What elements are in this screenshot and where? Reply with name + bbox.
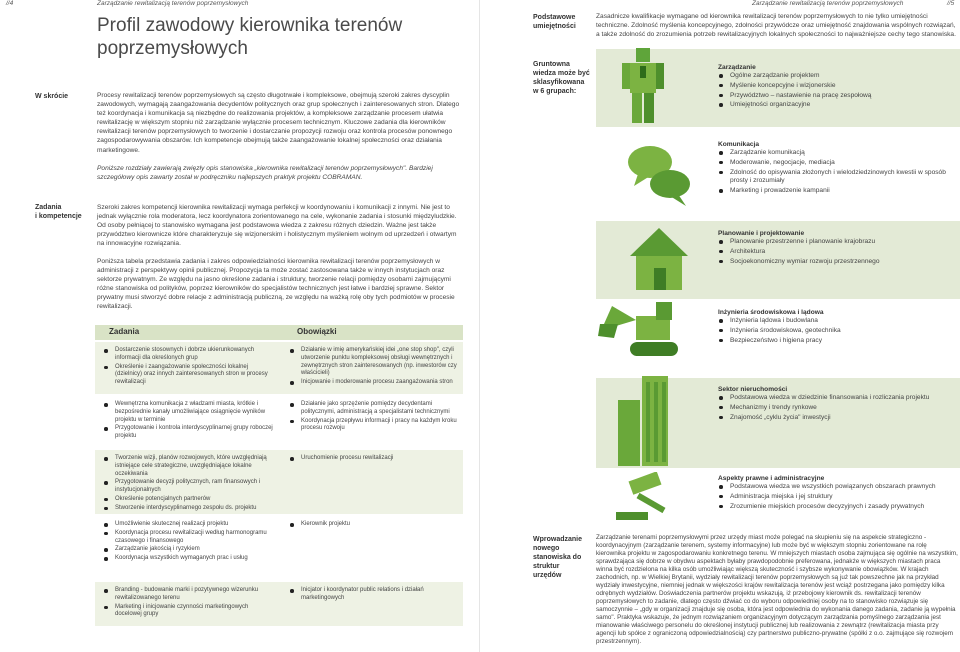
knowledge-group (718, 140, 958, 197)
table-cell-left (103, 455, 275, 514)
table-bullet: Wewnętrzna komunikacja z władzami miasta, krótkie i bezpośrednie kanały umożliwiające osiągnięcie wyników projektu w terminie (103, 401, 275, 424)
table-bullet: Określenie i zaangażowanie społeczności lokalnej (dzielnicy) oraz innych zainteresowanych stron w procesy rewitalizacji (103, 364, 275, 387)
running-header-left: Zarządzanie rewitalizacją terenów poprzemysłowych (97, 0, 249, 7)
group-item: Socjoekonomiczny wymiar rozwoju przestrzennego (718, 258, 958, 267)
zadania-label (35, 203, 82, 221)
zadania-paragraph-1: Szeroki zakres kompetencji kierownika rewitalizacji wymaga perfekcji w koordynowaniu i komunikacji z innymi. Nie jest to jednak wyłącznie rola moderatora, lecz koordynatora zorientowanego na cele, wykonanie zadania i stosunki międzyludzkie. Od osoby pełniącej to stanowisko wymagana jest podstawowa wiedza z zakresu różnych dziedzin. Ważne jest także przywództwo kierownicze które charakteryzuje się wizjonerskim i holistycznym myśleniem wolnym od uprzedzeń i otwartym na innowacyjne rozwiązania. (97, 204, 457, 248)
group-item: Myślenie koncepcyjne i wizjonerskie (718, 82, 958, 91)
table-cell-right (289, 401, 457, 434)
group-item: Podstawowa wiedza we wszystkich powiązanych obszarach prawnych (718, 483, 958, 492)
table-bullet: Branding - budowanie marki i pozytywnego wizerunku rewitalizowanego terenu (103, 587, 275, 603)
zadania-label-line2: i kompetencje (35, 213, 82, 220)
w-skrocie-note: Poniższe rozdziały zawierają zwięzły opis stanowiska „kierownika rewitalizacji terenów poprzemysłowych". Bardziej szczegółowy opis zawarty został w podręczniku najlepszych praktyk projektu COBRAMAN. (97, 165, 433, 182)
table-cell-right (289, 587, 457, 604)
table-bullet: Marketing i inicjowanie czynności marketingowych docelowej grupy (103, 604, 275, 620)
table-row (95, 450, 463, 514)
table-row (95, 396, 463, 448)
group-item: Podstawowa wiedza w dziedzinie finansowania i rozliczania projektu (718, 394, 958, 403)
group-item: Inżynieria lądowa i budowlana (718, 317, 958, 326)
group-heading: Komunikacja (718, 141, 760, 148)
group-item: Administracja miejska i jej struktury (718, 493, 958, 502)
knowledge-group (718, 308, 958, 346)
table-bullet: Inicjowanie i moderowanie procesu zaangażowania stron (289, 379, 457, 387)
table-cell-left (103, 347, 275, 388)
wprowadzenie-label: Wprowadzanie nowego stanowiska do struktur urzędów (533, 536, 583, 579)
table-bullet: Działanie w imię amerykańskiej idei „one stop shop", czyli utworzenie punktu kompleksowej obsługi wewnętrznych i zewnętrznych stron zainteresowanych (np. inwestorów czy właścicieli) (289, 347, 457, 378)
w-skrocie-paragraph: Procesy rewitalizacji terenów poprzemysłowych są często długotrwałe i kompleksowe, obejmują szeroki zakres dyscyplin zawodowych, wymagają zaangażowania decydentów politycznych oraz grup społecznych i zainteresowanych stron. Dlatego też koordynacja i komunikacja są niezbędne do realizowania projektów, a kompleksowe zarządzanie procesem ułatwia rewitalizację w większym stopniu niż zarządzanie wyłącznie procesem technicznym. Kluczowe zadania dla kierowników rewitalizacji terenów poprzemysłowych to tworzenie i dostarczanie propozycji rozwoju oraz kontrola procesów ponownego zagospodarowywania obszarów. Ich kompetencje obejmują także zaangażowanie lokalnej społeczności oraz działania marketingowe. (97, 92, 460, 154)
podstawowe-paragraph: Zasadnicze kwalifikacje wymagane od kierownika rewitalizacji terenów poprzemysłowych to nie tylko umiejętności techniczne. Zdolność myślenia koncepcyjnego, zdolności przywódcze oraz umiejętność znajdowania wspólnych rozwiązań, a także zdolność do zrozumienia potrzeb rewitalizacyjnych lokalnych społeczności to najważniejsze cechy tego stanowiska. (596, 13, 956, 39)
knowledge-group (718, 474, 958, 512)
table-body (95, 342, 463, 626)
group-heading: Aspekty prawne i administracyjne (718, 475, 825, 482)
table-bullet: Inicjator i koordynator public relations i działań marketingowych (289, 587, 457, 603)
table-bullet: Umożliwienie skutecznej realizacji projektu (103, 521, 275, 529)
table-bullet: Określenie potencjalnych partnerów (103, 496, 275, 504)
table-cell-right (289, 347, 457, 388)
group-item: Inżynieria środowiskowa, geotechnika (718, 327, 958, 336)
table-bullet: Tworzenie wizji, planów rozwojowych, które uwzględniają istniejące cele strategiczne, uwzględniające lokalne oczekiwania (103, 455, 275, 478)
group-item: Architektura (718, 248, 958, 257)
table-cell-left (103, 521, 275, 564)
group-item: Planowanie przestrzenne i planowanie krajobrazu (718, 238, 958, 247)
table-bullet: Uruchomienie procesu rewitalizacji (289, 455, 457, 463)
house-icon (628, 226, 690, 292)
wprowadzenie-paragraph: Zarządzanie terenami poprzemysłowymi przez urzędy miast może polegać na skupieniu się na aspekcie strategiczno - koordynacyjnym (zarządzanie terenem, systemy informacyjne) lub może być w większym stopniu zorientowane na rolę kierownika projektu w zagospodarowaniu konkretnego terenu. W mniejszych miastach osoba zajmująca się ogólnie na wszystkim, sprawdzająca się dobrze w obydwu aspektach byłaby prawdopodobnie preferowana, jednakże w większych miastach praca winna być rozdzielona na kilka osób umożliwiając większą skuteczność i szybsze wykonywanie obowiązków. W krajach zachodnich, np. w Wielkiej Brytanii, wydziały rewitalizacji terenów poprzemysłowych są już tak powszechne jak na przykład wydziały inwestycyjne, niemniej jednak w większości krajów rewitalizacja terenów jest wciąż postrzegana jako pomiędzy kilka odrębnych wydziałów. Doświadczenia partnerów projektu wskazują, iż przebojowy kierownik ds. rewitalizacji terenów poprzemysłowych to zadanie, dlatego często dźwiać co do wyboru odpowiedniej osoby na to stanowisko rozwiązuje się samoczynnie – „gdy w organizacji znajduje się osoba, która jest odpowiednia do wykonania danego zadania, zadanie ją wypełnia samo". Praktyka wskazuje, że jednym rozwiązaniem organizacyjnym dotyczącym zarządzania pomyślnego zarządzania jest mianowanie właściwego personelu do określonej instytucji publicznej lub realizowania z zewnątrz (rewitalizacja miasta przy agencji lub spółce z ograniczoną odpowiedzialnością) czy partnerstwo publiczno-prywatne (spółki z o.o. zajmujące się rozwojem przestrzennym). (596, 534, 958, 645)
group-item: Mechanizmy i trendy rynkowe (718, 404, 958, 413)
table-bullet: Przygotowanie i kontrola interdyscyplinarnej grupy roboczej projektu (103, 425, 275, 441)
table-row (95, 516, 463, 580)
zadania-label-line1: Zadania (35, 204, 62, 211)
knowledge-group (718, 63, 958, 111)
group-item: Zdolność do opisywania złożonych i wielodziedzinowych kwestii w sposób prosty i zrozumiały (718, 169, 958, 187)
podstawowe-label-line2: umiejętności (533, 23, 576, 30)
group-heading: Inżynieria środowiskowa i lądowa (718, 309, 824, 316)
group-heading: Sektor nieruchomości (718, 386, 788, 393)
table-bullet: Kierownik projektu (289, 521, 457, 529)
group-item: Umiejętności organizacyjne (718, 101, 958, 110)
table-cell-left (103, 587, 275, 620)
table-bullet: Koordynacja przepływu informacji i pracy na każdym kroku procesu rozwoju (289, 418, 457, 434)
zadania-paragraph-2: Poniższa tabela przedstawia zadania i zakres odpowiedzialności kierownika rewitalizacji terenów poprzemysłowych w administracji z perspektywy opinii publicznej. Propozycja ta może zostać zastosowana także w innych instytucjach oraz sektorze prywatnym. Ze względu na jasno określone zadania i struktury, tworzenie relacji pomiędzy osobami zajmującymi różne stanowiska od polityków, poprzez kierowników do specjalistów technicznych jest łatwe i bardziej sprawne. Sektor prywatny musi stworzyć dobre relacje z administracją publiczną, ze względu na ważką rolę oby tych podmiotów w procesie rewitalizacji. (97, 258, 455, 311)
knowledge-group (718, 229, 958, 267)
table-cell-right (289, 455, 457, 464)
group-item: Ogólne zarządzanie projektem (718, 72, 958, 81)
excavator-icon (596, 296, 700, 368)
table-bullet: Koordynacja wszystkich wymaganych prac i usług (103, 555, 275, 563)
group-item: Znajomość „cyklu życia" inwestycji (718, 414, 958, 423)
podstawowe-label-line1: Podstawowe (533, 14, 576, 21)
group-item: Moderowanie, negocjacje, mediacja (718, 159, 958, 168)
table-row (95, 342, 463, 394)
w-skrocie-label: W skrócie (35, 93, 69, 100)
table-header (95, 325, 463, 340)
group-heading: Planowanie i projektowanie (718, 230, 805, 237)
table-bullet: Zarządzanie jakością i ryzykiem (103, 546, 275, 554)
group-item: Przywództwo – nastawienie na pracę zespołową (718, 92, 958, 101)
table-col-obowiazki: Obowiązki (297, 327, 337, 336)
running-header-right: Zarządzanie rewitalizacją terenów poprzemysłowych (752, 0, 904, 7)
group-item: Zrozumienie miejskich procesów decyzyjnych i zasady prywatnych (718, 503, 958, 512)
group-item: Bezpieczeństwo i higiena pracy (718, 337, 958, 346)
page-number-right: //5 (947, 0, 955, 7)
group-heading: Zarządzanie (718, 64, 756, 71)
podstawowe-label (533, 13, 576, 31)
table-bullet: Koordynacja procesu rewitalizacji według harmonogramu czasowego i finansowego (103, 530, 275, 546)
table-col-zadania: Zadania (109, 327, 140, 336)
gavel-icon (612, 472, 686, 522)
table-bullet: Działanie jako sprzężenie pomiędzy decydentami politycznymi, administracją a specjalistami technicznymi (289, 401, 457, 417)
speech-bubbles-icon (624, 140, 694, 212)
table-row (95, 582, 463, 626)
buildings-icon (612, 370, 676, 468)
group-item: Zarządzanie komunikacją (718, 149, 958, 158)
table-bullet: Przygotowanie decyzji politycznych, ram finansowych i instytucjonalnych (103, 479, 275, 495)
knowledge-group (718, 385, 958, 423)
gruntowna-label: Gruntowna wiedza może być sklasyfikowana w 6 grupach: (533, 61, 590, 95)
page-title: Profil zawodowy kierownika terenów poprzemysłowych (97, 15, 403, 59)
group-item: Marketing i prowadzenie kampanii (718, 187, 958, 196)
page-divider (479, 0, 480, 652)
table-bullet: Stworzenie interdyscyplinarnego zespołu ds. projektu (103, 505, 275, 513)
table-cell-right (289, 521, 457, 530)
page-number-left: //4 (6, 0, 14, 7)
table-cell-left (103, 401, 275, 442)
tasks-table (95, 325, 463, 626)
table-bullet: Dostarczenie stosownych i dobrze ukierunkowanych informacji dla określonych grup (103, 347, 275, 363)
manager-figure-icon (618, 46, 668, 128)
